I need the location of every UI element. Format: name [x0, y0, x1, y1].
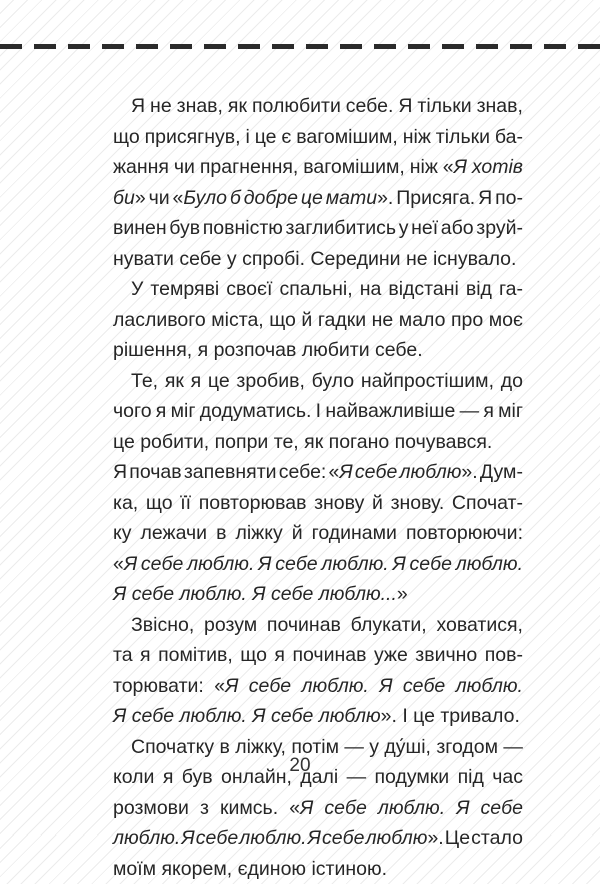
text-line: винен був повністю заглибитись у неї або зруй- [113, 213, 523, 244]
text-line: Спочатку в ліжку, потім — у ду́ші, згодом — [113, 732, 523, 763]
text-line: ласливого міста, що й гадки не мало про моє [113, 305, 523, 336]
text-line-mixed: розмови з кимсь. «Я себе люблю. Я себе [113, 793, 523, 824]
text-line: ку лежачи в ліжку й годинами повторюючи: [113, 518, 523, 549]
text-line: Я не знав, як полюбити себе. Я тільки знав, [113, 91, 523, 122]
page-number: 20 [0, 755, 600, 777]
text-line: ка, що її повторював знову й знову. Спочат- [113, 488, 523, 519]
text-line: коли я був онлайн, далі — подумки під час [113, 762, 523, 793]
text-line-mixed: жання чи прагнення, вагомішим, ніж «Я хотів [113, 152, 523, 183]
text-line-mixed: би» чи «Було б добре це мати». Присяга. Я по- [113, 183, 523, 214]
text-line: моїм якорем, єдиною істиною. [113, 854, 523, 884]
text-line: що присягнув, і це є вагомішим, ніж тільки ба- [113, 122, 523, 153]
text-line: Звісно, розум починав блукати, ховатися, [113, 610, 523, 641]
text-line-mixed: «Я себе люблю. Я себе люблю. Я себе люблю. [113, 549, 523, 580]
text-line: рішення, я розпочав любити себе. [113, 335, 523, 366]
text-line-mixed: Я почав запевняти себе: «Я себе люблю». Дум- [113, 457, 523, 488]
text-line: це робити, попри те, як погано почувався. [113, 427, 523, 458]
text-line: та я помітив, що я починав уже звично пов- [113, 640, 523, 671]
dashed-header-rule [0, 44, 600, 49]
text-line: У темряві своєї спальні, на відстані від га- [113, 274, 523, 305]
text-line-mixed: Я себе люблю. Я себе люблю... » [113, 579, 523, 610]
text-line: Те, як я це зробив, було найпростішим, до [113, 366, 523, 397]
text-line-mixed: люблю. Я себе люблю. Я себе люблю». Це стало [113, 823, 523, 854]
text-line-mixed: торювати: «Я себе люблю. Я себе люблю. [113, 671, 523, 702]
text-line: чого я міг додуматись. І найважливіше — я міг [113, 396, 523, 427]
text-line: нувати себе у спробі. Середини не існувало. [113, 244, 523, 275]
text-line-mixed: Я себе люблю. Я себе люблю ». І це тривало. [113, 701, 523, 732]
